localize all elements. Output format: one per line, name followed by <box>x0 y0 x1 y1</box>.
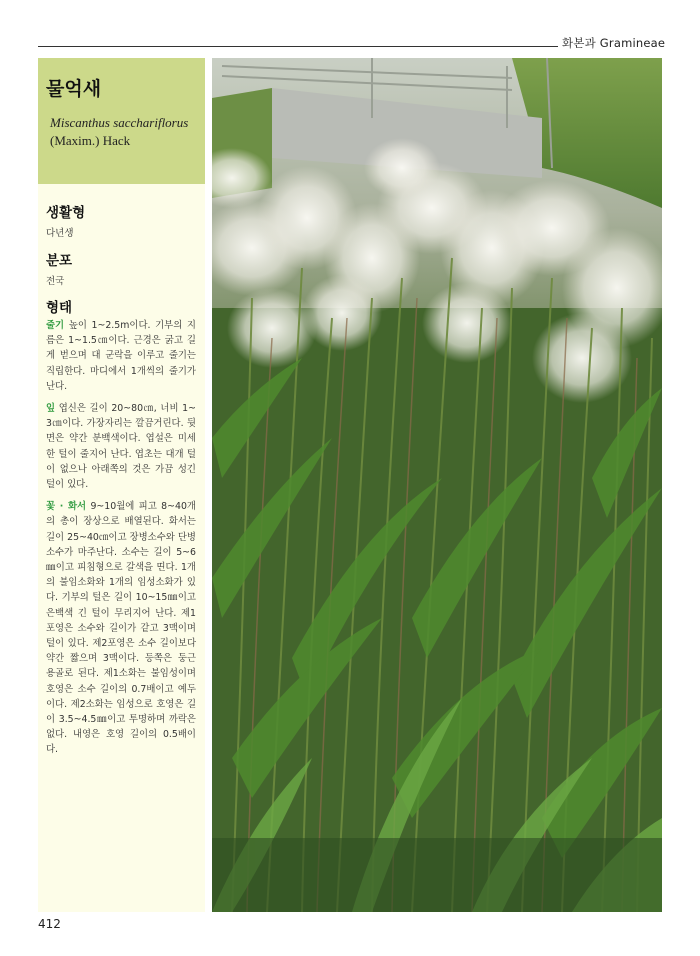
paragraph-leaf <box>46 401 196 492</box>
section-value: 전국 <box>46 276 65 287</box>
section-heading: 생활형 <box>46 205 86 221</box>
plant-photo <box>212 58 662 912</box>
authority: (Maxim.) Hack <box>50 133 131 148</box>
genus-species: Miscanthus sacchariflorus <box>50 115 189 130</box>
species-title: 물억새 <box>46 78 102 100</box>
section-heading: 형태 <box>46 300 73 316</box>
page-number: 412 <box>38 917 61 931</box>
paragraph-text: 9~10월에 피고 8~40개의 총이 장상으로 배열된다. 화서는 길이 25~40㎝이고 장병소수와 단병소수가 마주난다. 소수는 길이 5~6㎜이고 피침형으로 갈색을 띤다. 1개의 불임소화와 1개의 임성소화가 있다. 기부의 털은 길이 10~15㎜이고 은백색 긴 털이 무리지어 난다. 제1포영은 소수와 길이가 같고 3맥이며 털이 있다. 제2포영은 소수 길이보다 약간 짧으며 3맥이다. 등쪽은 둥근 용골로 된다. 제1소화는 불임성이며 호영은 소수 길이의 0.7배이고 예두이다. 제2소화는 임성으로 호영은 길이 3.5~4.5㎜이고 투명하며 까락은 없다. 내영은 호영 길이의 0.5배이다. <box>46 501 196 756</box>
paragraph-stem <box>46 318 196 394</box>
header-rule <box>38 46 558 47</box>
section-heading: 분포 <box>46 253 73 269</box>
scientific-name <box>50 114 188 150</box>
paragraph-lead: 줄기 <box>46 320 65 331</box>
paragraph-lead: 잎 <box>46 403 56 415</box>
section-value: 다년생 <box>46 228 74 239</box>
morphology-description <box>46 318 196 765</box>
paragraph-text: 엽신은 길이 20~80㎝, 너비 1~3㎝이다. 가장자리는 깔끔거린다. 뒷면은 약간 분백색이다. 엽설은 미세한 털이 줄지어 난다. 엽초는 대개 털이 없으나 아래쪽의 것은 가끔 성긴 털이 있다. <box>46 403 196 491</box>
section-morphology <box>46 296 201 316</box>
paragraph-lead: 꽃 · 화서 <box>46 501 87 513</box>
section-life-form <box>46 201 201 239</box>
family-label: 화본과 Gramineae <box>562 36 666 50</box>
paragraph-text: 높이 1~2.5m이다. 기부의 지름은 1~1.5㎝이다. 근경은 굵고 길게 벋으며 대 군락을 이루고 줄기는 직립한다. 마디에서 1개씩의 줄기가 난다. <box>46 320 196 392</box>
section-distribution <box>46 249 201 287</box>
paragraph-flower <box>46 499 196 757</box>
